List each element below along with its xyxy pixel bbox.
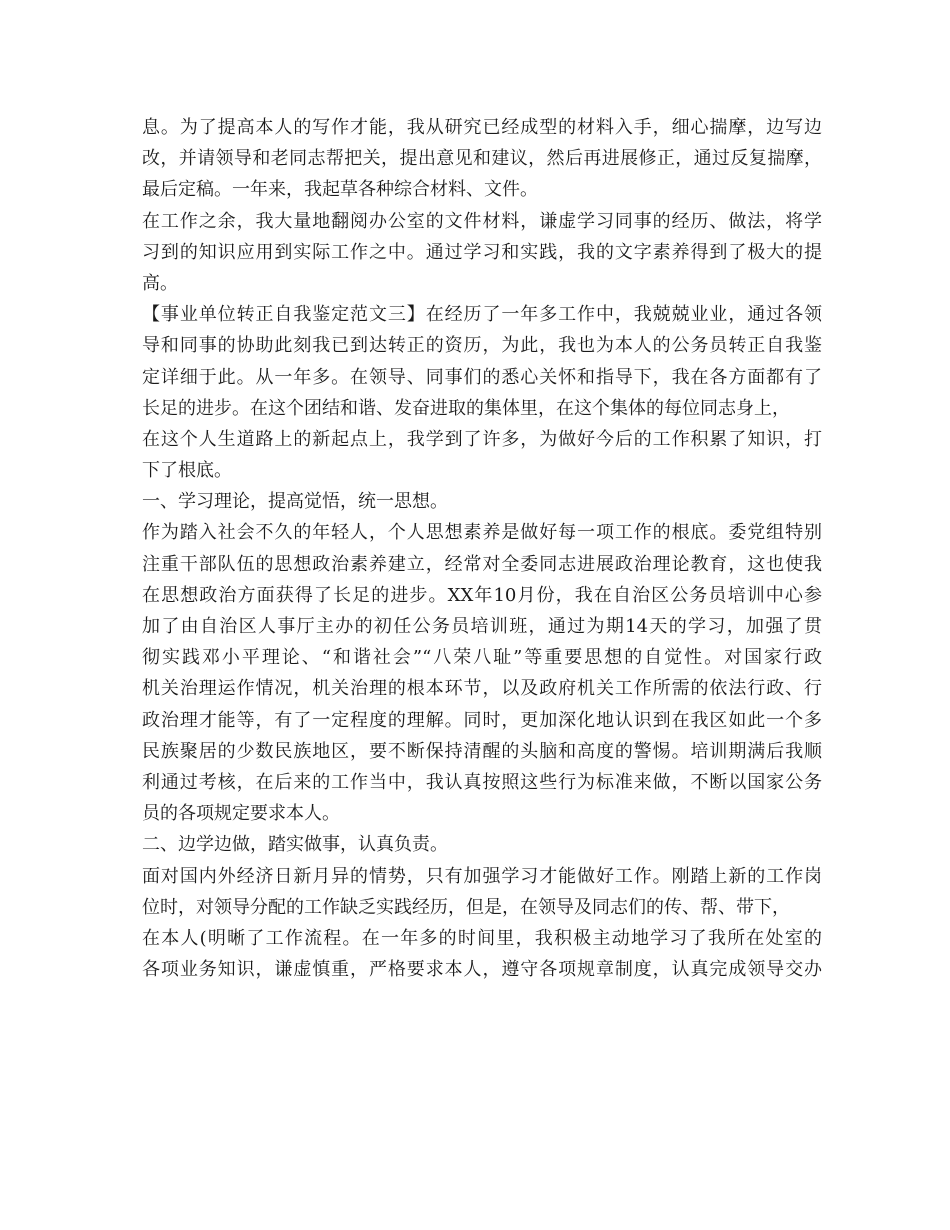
text-line: 定详细于此。从一年多。在领导、同事们的悉心关怀和指导下，我在各方面都有了 <box>142 366 822 388</box>
text-line: 在本人(明晰了工作流程。在一年多的时间里，我积极主动地学习了我所在处室的 <box>142 927 822 949</box>
text-line: 员的各项规定要求本人。 <box>142 803 340 825</box>
text-line: 长足的进步。在这个团结和谐、发奋进取的集体里，在这个集体的每位同志身上， <box>142 397 790 419</box>
text-line: 下了根底。 <box>142 460 232 482</box>
text-line: 导和同事的协助此刻我已到达转正的资历，为此，我也为本人的公务员转正自我鉴 <box>142 335 822 357</box>
text-line: 高。 <box>142 272 178 294</box>
text-line: 机关治理运作情况，机关治理的根本环节，以及政府机关工作所需的依法行政、行 <box>142 678 822 700</box>
text-line: 习到的知识应用到实际工作之中。通过学习和实践，我的文字素养得到了极大的提 <box>142 241 822 263</box>
text-line: 政治理才能等，有了一定程度的理解。同时，更加深化地认识到在我区如此一个多 <box>142 709 822 731</box>
text-line: 改，并请领导和老同志帮把关，提出意见和建议，然后再进展修正，通过反复揣摩， <box>142 148 822 170</box>
text-line: 【事业单位转正自我鉴定范文三】在经历了一年多工作中，我兢兢业业，通过各领 <box>142 304 822 326</box>
document-body <box>142 112 822 985</box>
text-line: 二、边学边做，踏实做事，认真负责。 <box>142 834 448 856</box>
text-line: 位时，对领导分配的工作缺乏实践经历，但是，在领导及同志们的传、帮、带下， <box>142 896 790 918</box>
text-line: 作为踏入社会不久的年轻人，个人思想素养是做好每一项工作的根底。委党组特别 <box>142 522 822 544</box>
text-line: 在这个人生道路上的新起点上，我学到了许多，为做好今后的工作积累了知识，打 <box>142 428 822 450</box>
text-line: 加了由自治区人事厅主办的初任公务员培训班，通过为期14天的学习，加强了贯 <box>142 616 822 637</box>
text-line: 一、学习理论，提高觉悟，统一思想。 <box>142 491 448 513</box>
text-line: 面对国内外经济日新月异的情势，只有加强学习才能做好工作。刚踏上新的工作岗 <box>142 865 822 887</box>
text-line: 彻实践邓小平理论、“和谐社会”“八荣八耻”等重要思想的自觉性。对国家行政 <box>142 647 822 669</box>
text-line: 各项业务知识，谦虚慎重，严格要求本人，遵守各项规章制度，认真完成领导交办 <box>142 959 822 981</box>
text-line: 最后定稿。一年来，我起草各种综合材料、文件。 <box>142 179 538 201</box>
text-line: 在工作之余，我大量地翻阅办公室的文件材料，谦虚学习同事的经历、做法，将学 <box>142 210 822 232</box>
text-line: 息。为了提高本人的写作才能，我从研究已经成型的材料入手，细心揣摩，边写边 <box>142 117 822 138</box>
text-line: 民族聚居的少数民族地区，要不断保持清醒的头脑和高度的警惕。培训期满后我顺 <box>142 740 822 762</box>
text-line: 利通过考核，在后来的工作当中，我认真按照这些行为标准来做，不断以国家公务 <box>142 771 822 793</box>
text-line: 注重干部队伍的思想政治素养建立，经常对全委同志进展政治理论教育，这也使我 <box>142 553 822 575</box>
text-line: 在思想政治方面获得了长足的进步。XX年10月份，我在自治区公务员培训中心参 <box>142 584 822 606</box>
